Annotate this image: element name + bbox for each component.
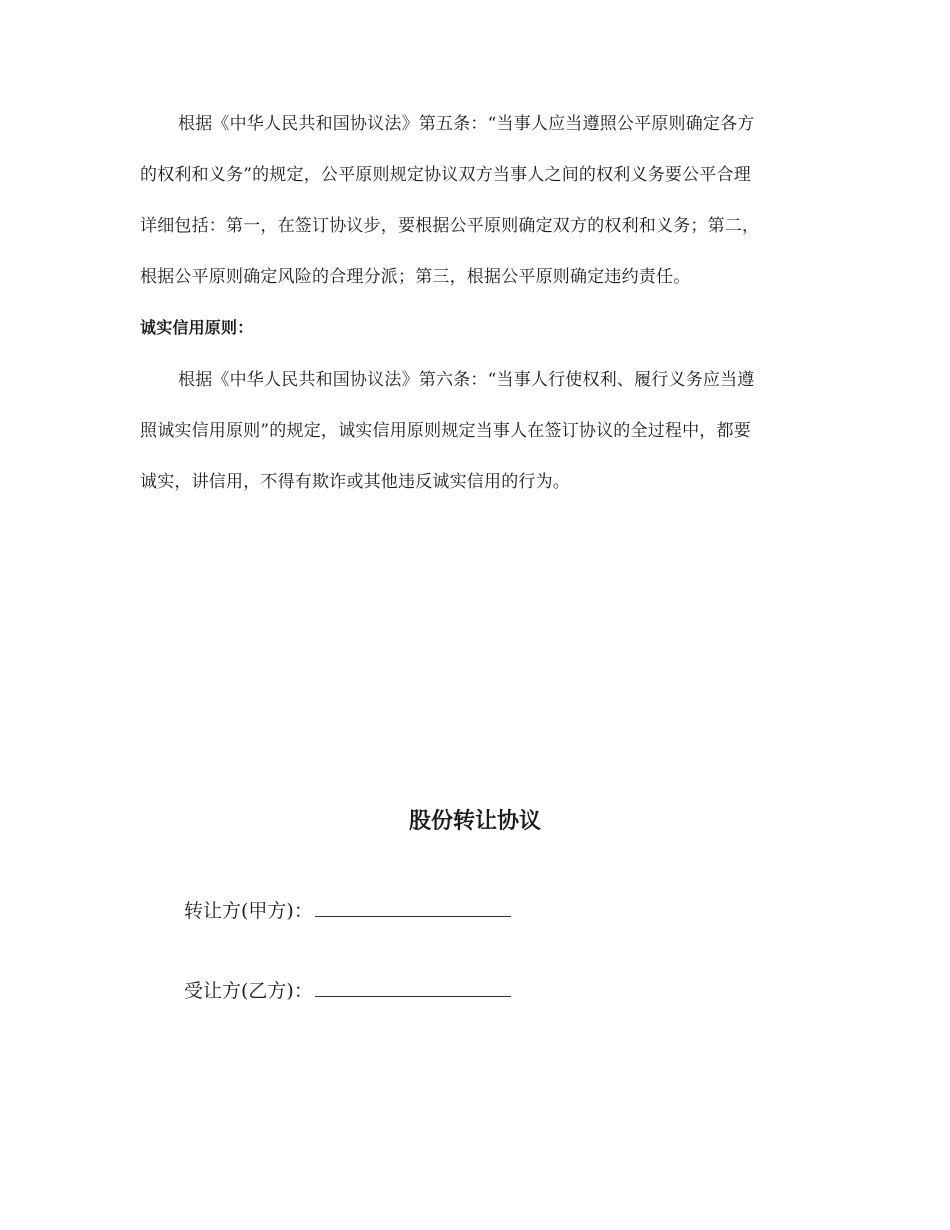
transferee-blank-field[interactable] [315, 976, 511, 997]
fairness-paragraph-line-4: 根据公平原则确定风险的合理分派；第三，根据公平原则确定违约责任。 [140, 267, 691, 287]
transferee-row [184, 976, 511, 1005]
fairness-paragraph-line-2: 的权利和义务”的规定，公平原则规定协议双方当事人之间的权利义务要公平合理 [140, 165, 751, 185]
good-faith-heading: 诚实信用原则： [140, 318, 254, 337]
good-faith-paragraph-line-2: 照诚实信用原则”的规定，诚实信用原则规定当事人在签订协议的全过程中，都要 [140, 421, 751, 441]
fairness-paragraph-line-3: 详细包括：第一，在签订协议步，要根据公平原则确定双方的权利和义务；第二， [140, 216, 760, 236]
fairness-paragraph-line-1: 根据《中华人民共和国协议法》第五条：“当事人应当遵照公平原则确定各方 [178, 114, 755, 134]
good-faith-paragraph-line-1: 根据《中华人民共和国协议法》第六条：“当事人行使权利、履行义务应当遵 [178, 370, 755, 390]
agreement-title: 股份转让协议 [408, 808, 541, 834]
transferor-label: 转让方(甲方)： [184, 900, 313, 922]
transferor-blank-field[interactable] [315, 896, 511, 917]
good-faith-paragraph-line-3: 诚实，讲信用，不得有欺诈或其他违反诚实信用的行为。 [140, 472, 570, 492]
transferee-label: 受让方(乙方)： [184, 980, 313, 1002]
transferor-row [184, 896, 511, 925]
